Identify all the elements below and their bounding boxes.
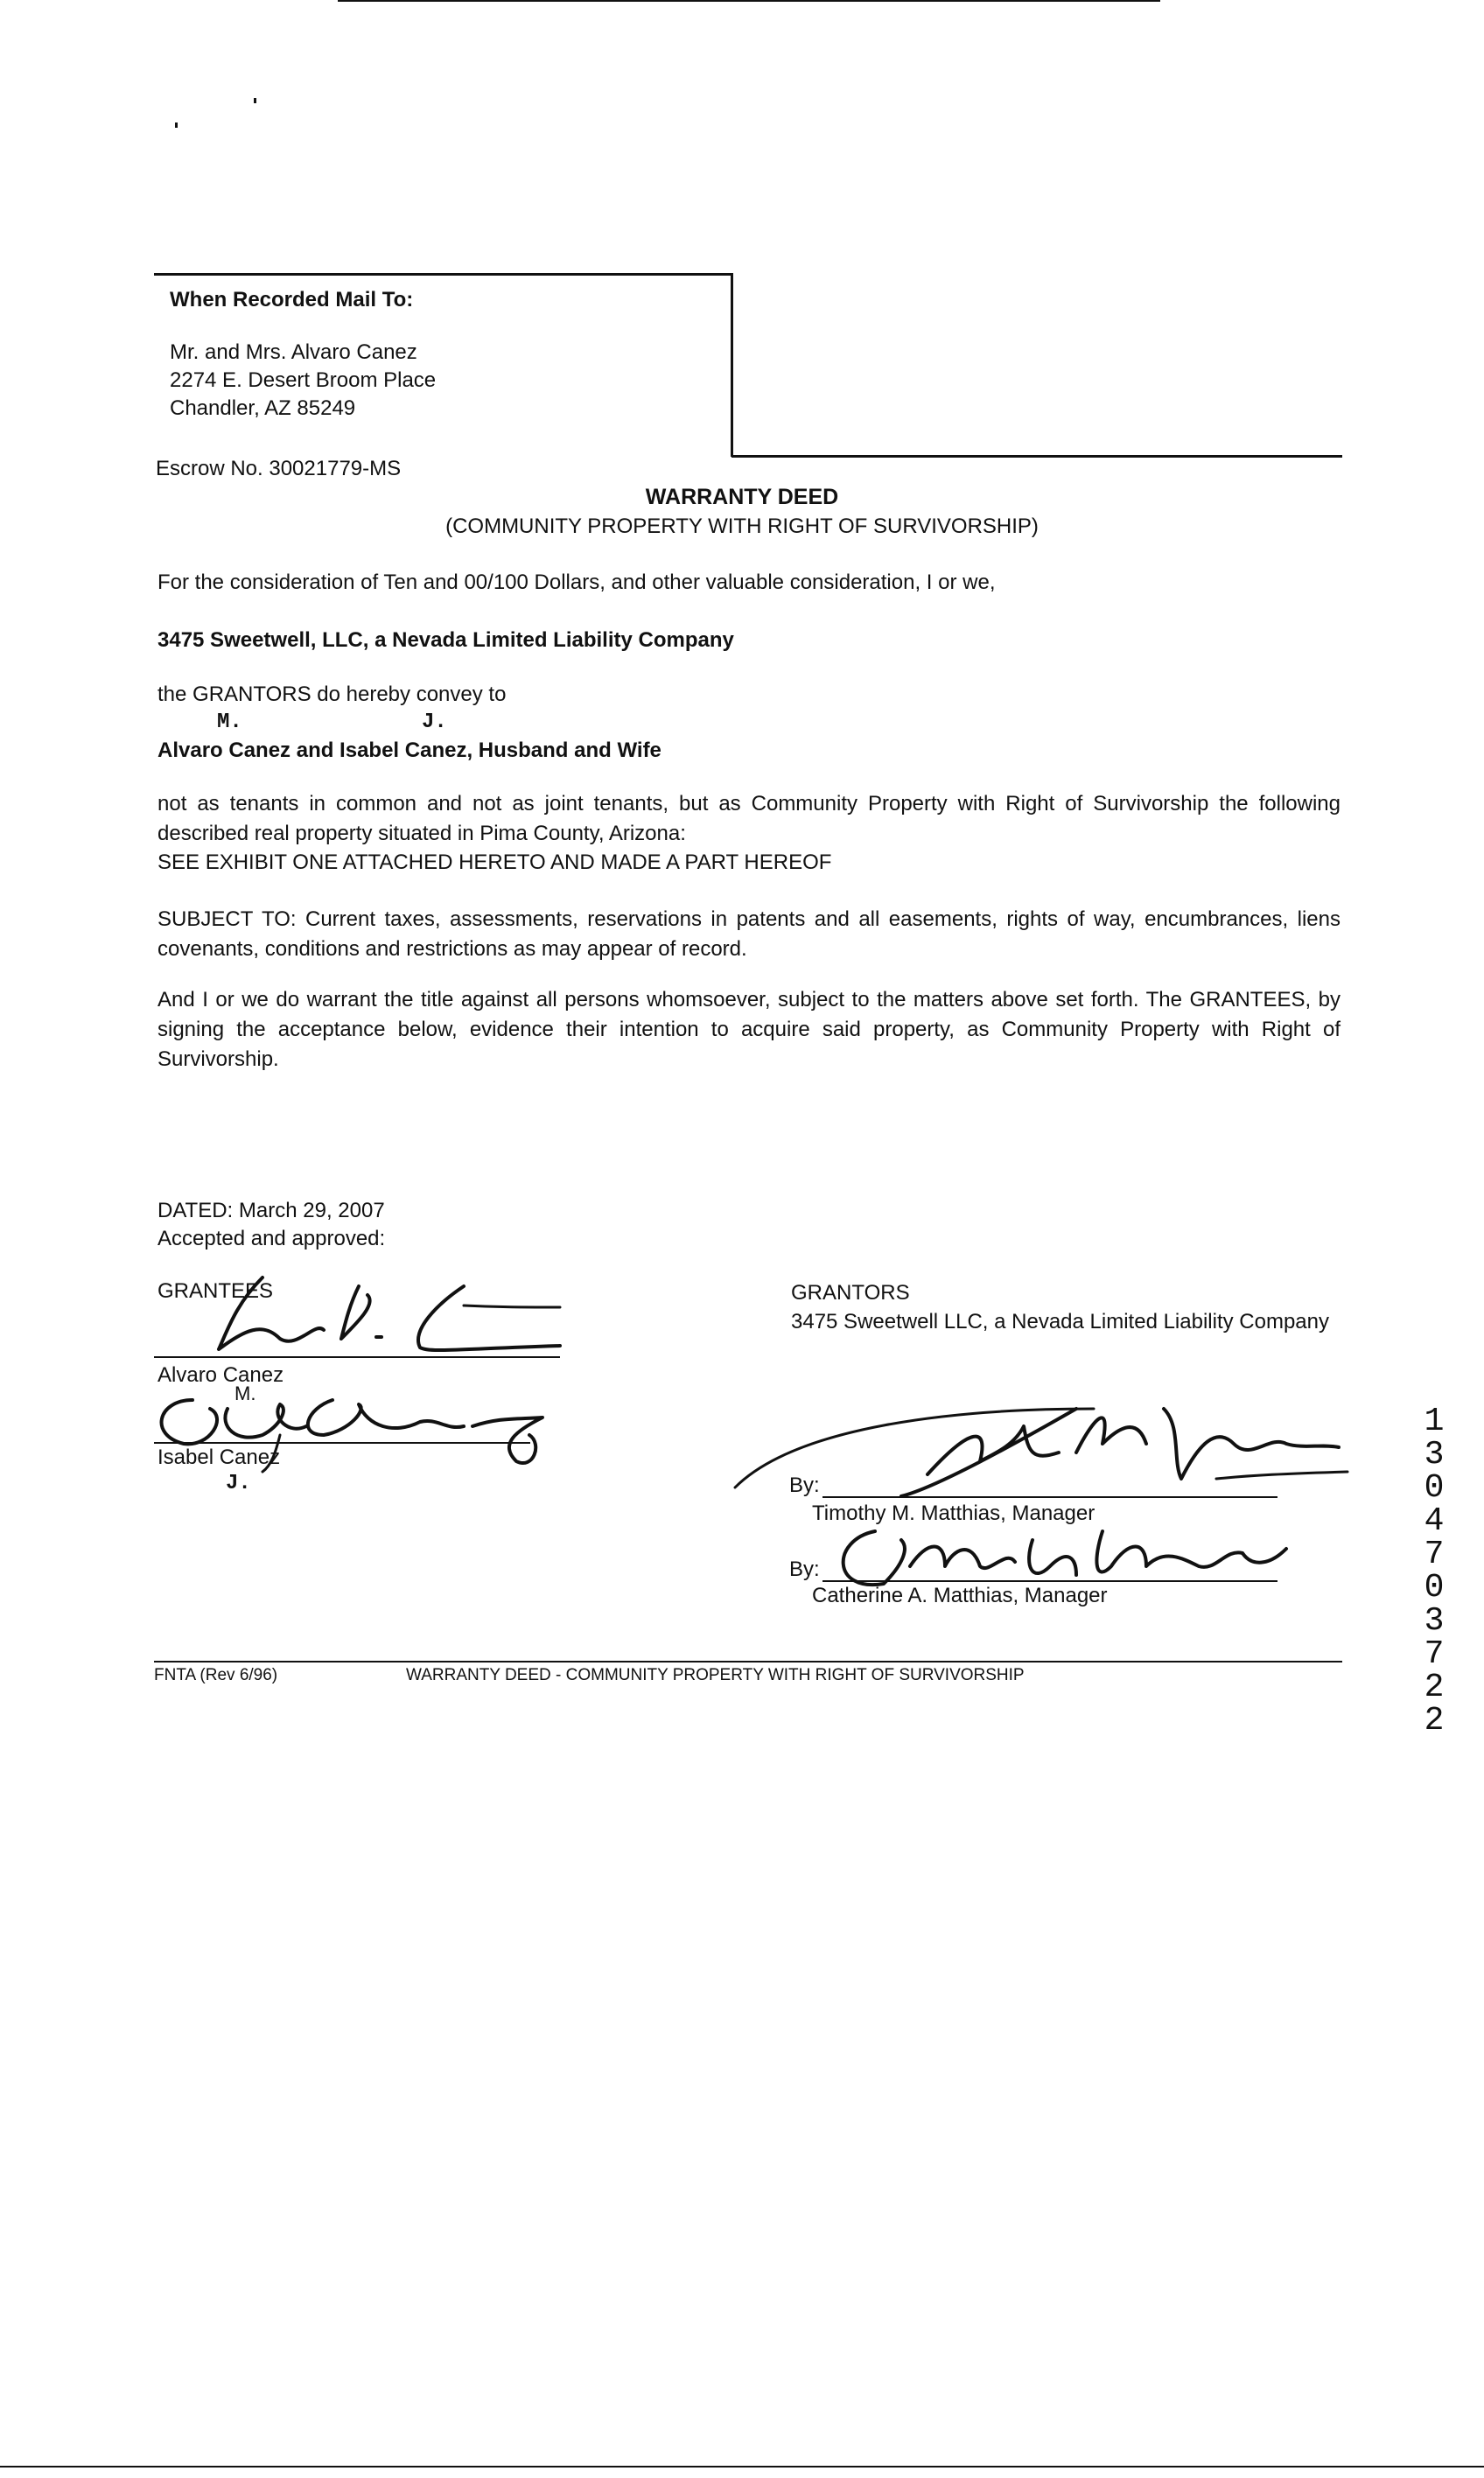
consideration-line: For the consideration of Ten and 00/100 Dollars, and other valuable consideration, I or we, [158, 570, 996, 594]
convey-line: the GRANTORS do hereby convey to [158, 682, 507, 706]
subject-paragraph: SUBJECT TO: Current taxes, assessments, reservations in patents and all easements, rights of way, encumbrances, liens covenants, conditions and restrictions as may appear of record. [158, 907, 1340, 961]
recording-mail-box [154, 273, 733, 457]
mail-street: 2274 E. Desert Broom Place [170, 368, 437, 392]
document-subtitle: (COMMUNITY PROPERTY WITH RIGHT OF SURVIVORSHIP) [445, 514, 1039, 538]
warrant-paragraph: And I or we do warrant the title against all persons whomsoever, subject to the matters above set forth. The GRANTEES, by signing the acceptance below, evidence their intention to acquire said property, as Community Property with Right of Survivorship. [158, 988, 1340, 1071]
grantor-by-2: By: [789, 1558, 820, 1581]
grantees-label: GRANTEES [158, 1279, 274, 1303]
scan-speck [254, 98, 256, 103]
mail-city: Chandler, AZ 85249 [170, 396, 356, 420]
grantee-signer-1: Alvaro Canez [158, 1363, 284, 1387]
grantee-signer-1-initial: M. [234, 1382, 256, 1404]
footer-document-title: WARRANTY DEED - COMMUNITY PROPERTY WITH RIGHT OF SURVIVORSHIP [406, 1666, 1025, 1684]
grantor-by-1: By: [789, 1474, 820, 1497]
grantor-entity: 3475 Sweetwell, LLC, a Nevada Limited Liability Company [158, 628, 734, 652]
signature-line-alvaro [154, 1356, 560, 1358]
grantee-signer-2-initial: J. [226, 1472, 251, 1495]
exhibit-line: SEE EXHIBIT ONE ATTACHED HERETO AND MADE A PART HEREOF [158, 850, 832, 874]
mail-recipient-name: Mr. and Mrs. Alvaro Canez [170, 340, 417, 364]
recording-stamp-number: 13047 03722 [1424, 1403, 1445, 1740]
grantors-label: GRANTORS [791, 1281, 910, 1305]
top-rule [338, 0, 1160, 2]
grantors-entity: 3475 Sweetwell LLC, a Nevada Limited Liability Company [791, 1310, 1329, 1334]
grantor-signer-2: Catherine A. Matthias, Manager [812, 1584, 1108, 1607]
mail-box-heading: When Recorded Mail To: [170, 288, 414, 312]
bottom-rule [0, 2466, 1484, 2468]
grantee-signer-2: Isabel Canez [158, 1446, 281, 1469]
mail-box-bottom-rule [732, 455, 1342, 458]
document-title: WARRANTY DEED [645, 485, 839, 509]
alvaro-signature [201, 1269, 569, 1365]
grantee-initial-2: J. [422, 710, 447, 734]
scan-speck [175, 122, 178, 128]
dated-line: DATED: March 29, 2007 [158, 1199, 385, 1222]
footer-form-number: FNTA (Rev 6/96) [154, 1666, 278, 1684]
grantor-signer-1: Timothy M. Matthias, Manager [812, 1502, 1096, 1525]
accepted-line: Accepted and approved: [158, 1227, 386, 1250]
grantees-line: Alvaro Canez and Isabel Canez, Husband and Wife [158, 738, 662, 762]
tenancy-paragraph: not as tenants in common and not as joint tenants, but as Community Property with Right of Survivorship the following described real property situated in Pima County, Arizona: [158, 792, 1340, 845]
grantee-initial-1: M. [217, 710, 242, 734]
escrow-number: Escrow No. 30021779-MS [156, 457, 402, 480]
footer-rule [154, 1661, 1342, 1662]
